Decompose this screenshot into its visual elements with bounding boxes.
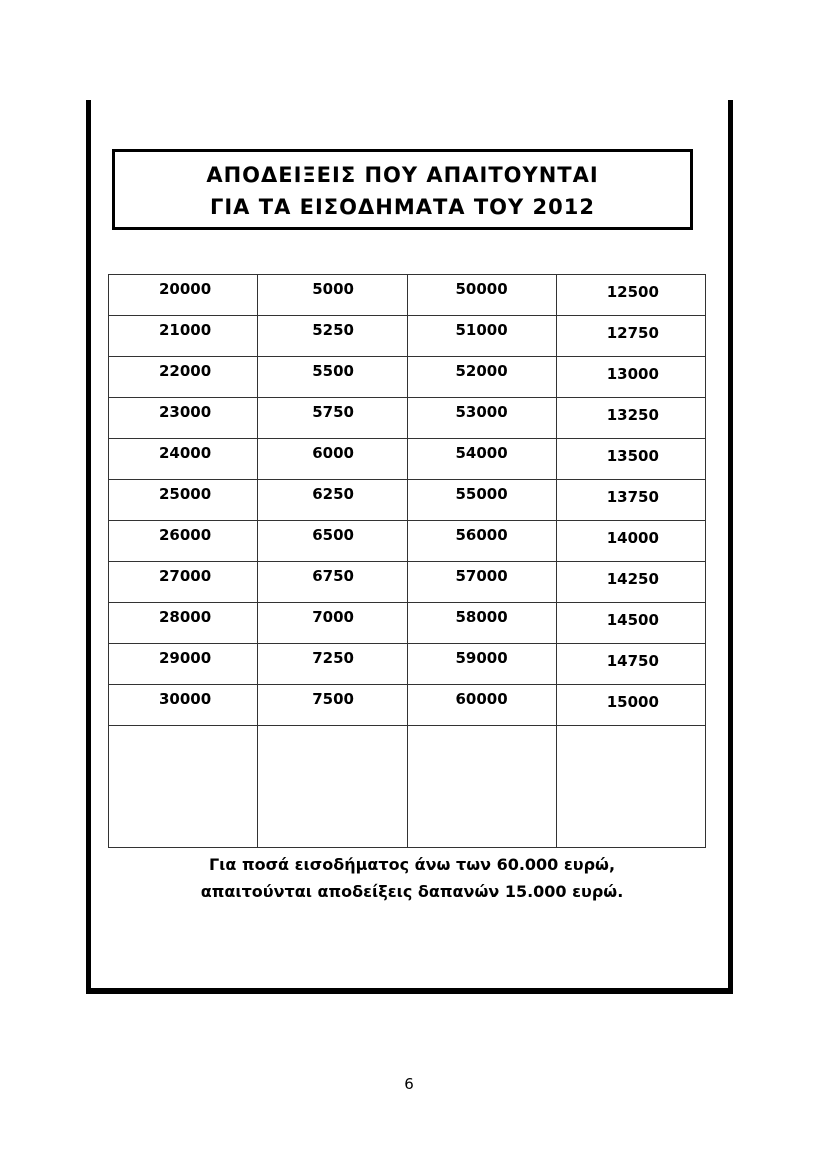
cell-value: 6250 [312, 485, 354, 503]
table-cell [109, 398, 258, 439]
table-row [109, 275, 706, 316]
table-cell [258, 562, 407, 603]
cell-value: 6750 [312, 567, 354, 585]
table-cell [258, 398, 407, 439]
cell-value: 15000 [606, 693, 659, 711]
table-cell [109, 562, 258, 603]
cell-value: 22000 [159, 362, 212, 380]
cell-value: 24000 [159, 444, 212, 462]
table-cell [258, 521, 407, 562]
table-cell [407, 603, 556, 644]
table-cell [556, 603, 705, 644]
cell-value: 54000 [455, 444, 508, 462]
cell-value: 52000 [455, 362, 508, 380]
table-cell [258, 316, 407, 357]
cell-value: 14500 [606, 611, 659, 629]
note-line-1: Για ποσά εισοδήματος άνω των 60.000 ευρώ, [208, 855, 616, 874]
table-filler-row [109, 726, 706, 848]
table-cell [109, 521, 258, 562]
table-cell [109, 357, 258, 398]
table-cell [258, 644, 407, 685]
title-line-2: ΓΙΑ ΤΑ ΕΙΣΟΔΗΜΑΤΑ ΤΟΥ 2012 [209, 195, 595, 219]
table-cell [407, 480, 556, 521]
table-row [109, 480, 706, 521]
table-empty-cell [407, 726, 556, 848]
cell-value: 57000 [455, 567, 508, 585]
title-line-1: ΑΠΟΔΕΙΞΕΙΣ ΠΟΥ ΑΠΑΙΤΟΥΝΤΑΙ [206, 163, 599, 187]
cell-value: 5750 [312, 403, 354, 421]
table-row [109, 644, 706, 685]
cell-value: 6000 [312, 444, 354, 462]
table-cell [258, 685, 407, 726]
table-cell [556, 521, 705, 562]
table-row [109, 521, 706, 562]
note [112, 851, 712, 905]
table-cell [407, 398, 556, 439]
note-line-2: απαιτούνται αποδείξεις δαπανών 15.000 ευρώ. [200, 882, 624, 901]
table-cell [407, 644, 556, 685]
cell-value: 25000 [159, 485, 212, 503]
table-cell [556, 357, 705, 398]
cell-value: 28000 [159, 608, 212, 626]
table-cell [556, 562, 705, 603]
table-empty-cell [258, 726, 407, 848]
cell-value: 55000 [455, 485, 508, 503]
cell-value: 5500 [312, 362, 354, 380]
cell-value: 30000 [159, 690, 212, 708]
cell-value: 29000 [159, 649, 212, 667]
cell-value: 60000 [455, 690, 508, 708]
table-row [109, 316, 706, 357]
cell-value: 6500 [312, 526, 354, 544]
table-row [109, 439, 706, 480]
table-empty-cell [556, 726, 705, 848]
table-empty-cell [109, 726, 258, 848]
cell-value: 13500 [606, 447, 659, 465]
table-cell [556, 439, 705, 480]
cell-value: 12500 [606, 283, 659, 301]
receipts-table-body [109, 275, 706, 848]
table-cell [556, 316, 705, 357]
cell-value: 5000 [312, 280, 354, 298]
table-cell [109, 275, 258, 316]
table-cell [109, 439, 258, 480]
cell-value: 53000 [455, 403, 508, 421]
table-row [109, 398, 706, 439]
table-cell [407, 357, 556, 398]
cell-value: 26000 [159, 526, 212, 544]
cell-value: 20000 [159, 280, 212, 298]
table-cell [407, 275, 556, 316]
cell-value: 14750 [606, 652, 659, 670]
table-row [109, 357, 706, 398]
table-cell [407, 685, 556, 726]
table-cell [109, 644, 258, 685]
cell-value: 13250 [606, 406, 659, 424]
table-cell [258, 357, 407, 398]
table-row [109, 685, 706, 726]
table-row [109, 603, 706, 644]
cell-value: 58000 [455, 608, 508, 626]
cell-value: 14250 [606, 570, 659, 588]
cell-value: 14000 [606, 529, 659, 547]
table-cell [109, 685, 258, 726]
table-cell [407, 521, 556, 562]
cell-value: 7250 [312, 649, 354, 667]
table-cell [556, 644, 705, 685]
table-cell [109, 316, 258, 357]
table-cell [258, 603, 407, 644]
cell-value: 21000 [159, 321, 212, 339]
cell-value: 50000 [455, 280, 508, 298]
cell-value: 13000 [606, 365, 659, 383]
cell-value: 27000 [159, 567, 212, 585]
cell-value: 13750 [606, 488, 659, 506]
title-box [112, 149, 693, 230]
cell-value: 59000 [455, 649, 508, 667]
table-cell [258, 439, 407, 480]
cell-value: 56000 [455, 526, 508, 544]
cell-value: 7000 [312, 608, 354, 626]
table-cell [556, 685, 705, 726]
cell-value: 7500 [312, 690, 354, 708]
cell-value: 5250 [312, 321, 354, 339]
cell-value: 51000 [455, 321, 508, 339]
table-cell [258, 480, 407, 521]
table-cell [407, 316, 556, 357]
table-cell [407, 562, 556, 603]
page-number: 6 [404, 1075, 414, 1093]
receipts-table [108, 274, 706, 848]
cell-value: 23000 [159, 403, 212, 421]
table-cell [556, 480, 705, 521]
table-cell [109, 480, 258, 521]
table-cell [109, 603, 258, 644]
table-row [109, 562, 706, 603]
table-cell [258, 275, 407, 316]
table-cell [407, 439, 556, 480]
cell-value: 12750 [606, 324, 659, 342]
table-cell [556, 275, 705, 316]
table-cell [556, 398, 705, 439]
